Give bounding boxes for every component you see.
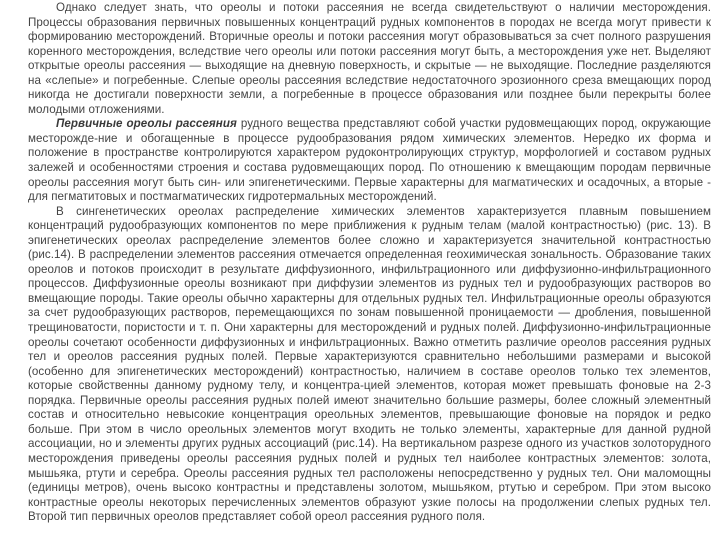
paragraph-primary-halos: [28, 117, 711, 204]
paragraph-text: рудного вещества представляют собой участки рудовмещающих пород, окружающие месторожде-ние и обогащенные в процессе рудообразования рядом химических элементов. Нередко их форма и положение в пространстве контролируются характером рудоконтролирующих структур, морфологией и составом рудных залежей и особенностями строения и состава рудовмещающих пород. По отношению к вмещающим породам первичные ореолы рассеяния могут быть син- или эпигенетическими. Первые характерны для магматических и осадочных, а вторые - для пегматитовых и постмагматических гидротермальных месторождений.: [28, 117, 711, 204]
paragraph-ore-halos-intro: [28, 1, 711, 117]
paragraph-text: Однако следует знать, что ореолы и потоки рассеяния не всегда свидетельствуют о наличии месторождения. Процессы образования первичных повышенных концентраций рудных компонентов в породах не всегда могут привести к формированию месторождений. Вторичные ореолы и потоки рассеяния могут образовываться за счет полного разрушения коренного месторождения, вследствие чего ореолы или потоки рассеяния могут быть, а месторождения уже нет. Выделяют открытые ореолы рассеяния — выходящие на дневную поверхность, и скрытые — не выходящие. Последние разделяются на «слепые» и погребенные. Слепые ореолы рассеяния вследствие недостаточного эрозионного среза вмещающих пород никогда не достигали поверхности земли, а погребенные в процессе образования или позднее были перекрыты более молодыми отложениями.: [28, 1, 711, 116]
paragraph-lead-term: Первичные ореолы рассеяния: [56, 117, 237, 131]
paragraph-syngenetic-halos: [28, 205, 711, 525]
paragraph-text: В сингенетических ореолах распределение химических элементов характеризуется плавным повышением концентраций рудообразующих компонентов по мере приближения к рудным телам (малой контрастностью) (рис. 13). В эпигенетических ореолах распределение элементов более сложно и характеризуется значительной контрастностью (рис.14). В распределении элементов рассеяния отмечается определенная геохимическая зональность. Образование таких ореолов и потоков происходит в результате диффузионного, инфильтрационного или диффузионно-инфильтрационного процессов. Диффузионные ореолы возникают при диффузии элементов из рудных тел и рудообразующих растворов во вмещающие породы. Такие ореолы обычно характерны для отдельных рудных тел. Инфильтрационные ореолы образуются за счет рудообразующих растворов, перемещающихся по зонам повышенной проницаемости — дробления, повышенной трещиноватости, пористости и т. п. Они характерны для месторождений и рудных полей. Диффузионно-инфильтрационные ореолы сочетают особенности диффузионных и инфильтрационных. Важно отметить различие ореолов рассеяния рудных тел и ореолов рассеяния рудных полей. Первые характеризуются сравнительно небольшими размерами и высокой (особенно для эпигенетических месторождений) контрастностью, наличием в составе ореолов только тех элементов, которые свойственны данному рудному телу, и концентра-цией элементов, которая может превышать фоновые на 2-3 порядка. Первичные ореолы рассеяния рудных полей имеют значительно большие размеры, более сложный элементный состав и относительно невысокие концентрация ореольных элементов, превышающие фоновые на порядок и редко больше. При этом в число ореольных элементов могут входить не только элементы, характерные для данной рудной ассоциации, но и элементы других рудных ассоциаций (рис.14). На вертикальном разрезе одного из участков золоторудного месторождения приведены ореолы рассеяния рудных полей и рудных тел наиболее контрастных элементов: золота, мышьяка, ртути и серебра. Ореолы рассеяния рудных тел расположены непосредственно у рудных тел. Они маломощны (единицы метров), очень высоко контрастны и представлены золотом, мышьяком, ртутью и серебром. При этом высоко контрастные ореолы некоторых перечисленных элементов образуют узкие полосы на продолжении слепых рудных тел. Второй тип первичных ореолов представляет собой ореол рассеяния рудного поля.: [28, 204, 711, 524]
